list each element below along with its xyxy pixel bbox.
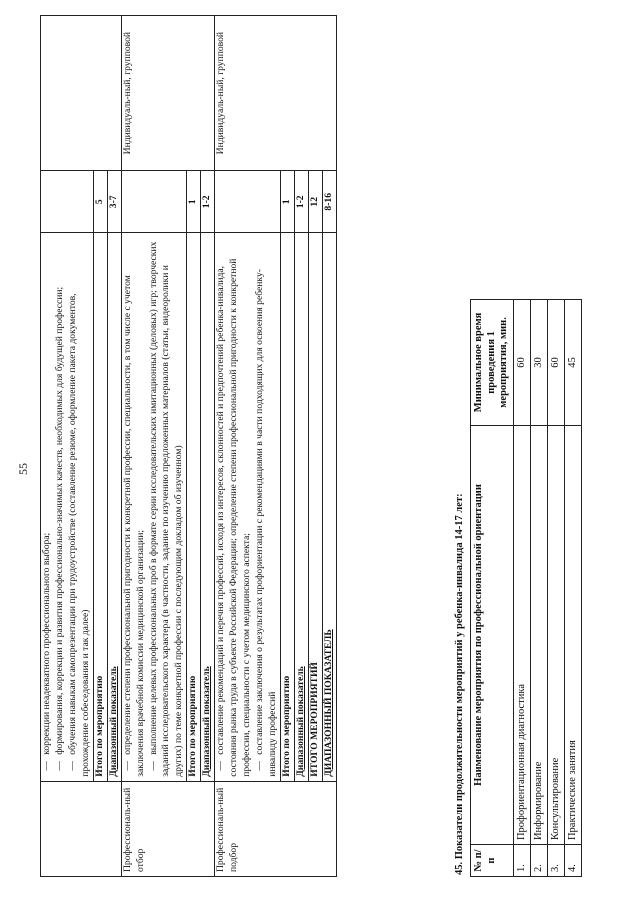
activity-item: составление рекомендаций и перечня профессий, исходя из интересов, склонностей и предпочтений ребенка-инвалида, состояния рынка труда в субъекте Российской Федерации; определение степени профессиональной пригодности к конкретной профессии, специальности с учетом медицинского аспекта;: [215, 258, 253, 777]
range-label: Диапазонный показатель: [294, 233, 308, 781]
activity-item: выполнение целевых профессиональных проб в формате серии исследовательских имитационных (деловых) игр; творческих заданий исследовательского характера (в частности, задание по изучению предложенных материалов (статьи, видеоролики и других) по теме конкретной профессии с последующим докладом об изученном): [147, 241, 185, 777]
column-header: № п/п: [471, 845, 514, 877]
total-value: 5: [93, 171, 107, 233]
total-label: Итого по мероприятию: [280, 233, 294, 781]
page-number: 55: [16, 463, 30, 475]
duration-table: [470, 299, 582, 877]
row-number: 2.: [530, 845, 547, 877]
activities-table: [40, 15, 337, 877]
duration-value: 60: [513, 300, 530, 426]
activity-item: формирования, коррекции и развития профессионально-значимых качеств, необходимых для будущей профессии;: [53, 286, 65, 755]
area-cell: [41, 781, 122, 876]
count-cell: [121, 171, 187, 233]
total-label: Итого по мероприятию: [93, 233, 107, 781]
table-row: [41, 16, 94, 877]
activity-item: коррекции неадекватного профессионального выбора;: [41, 532, 52, 755]
area-cell: Профессиональ-ный отбор: [121, 781, 215, 876]
activity-name: Практические занятия: [565, 425, 582, 844]
table-row: [121, 16, 187, 877]
table-header-row: [471, 300, 514, 877]
activity-name: Профориентационная диагностика: [513, 425, 530, 844]
count-cell: [41, 171, 94, 233]
table-row: [530, 300, 547, 877]
section-title: 45. Показатели продолжительности мероприятий у ребенка-инвалида 14-17 лет:: [454, 493, 465, 875]
range-value: 1-2: [294, 171, 308, 233]
activity-item: определение степени профессиональной пригодности к конкретной профессии, специальности, в том числе с учетом заключения врачебной комиссии медицинской организации;: [121, 275, 146, 777]
grand-range-label: ДИАПАЗОННЫЙ ПОКАЗАТЕЛЬ: [322, 233, 336, 781]
total-label: Итого по мероприятию: [187, 233, 201, 781]
activity-item: обучения навыкам самопрезентации при трудоустройстве (составление резюме, оформление пакета документов, прохождение собеседования и так далее): [66, 293, 91, 777]
activity-text: —составление рекомендаций и перечня профессий, исходя из интересов, склонностей и предпочтений ребенка-инвалида, состояния рынка труда в субъекте Российской Федерации; определение степени профессиональной пригодности к конкретной профессии, специальности с учетом медицинского аспекта; —составление заключения о результатах профориентации с рекомендациями в части подходящих для освоения ребенку-инвалиду профессий: [215, 233, 281, 781]
row-number: 1.: [513, 845, 530, 877]
grand-total-label: ИТОГО МЕРОПРИЯТИЙ: [308, 233, 322, 781]
form-cell: Индивидуаль-ный, групповой: [121, 16, 215, 171]
duration-value: 60: [548, 300, 565, 426]
activity-text: —определение степени профессиональной пригодности к конкретной профессии, специальности, в том числе с учетом заключения врачебной комиссии медицинской организации; —выполнение целевых профессиональных проб в формате серии исследовательских имитационных (деловых) игр; творческих заданий исследовательского характера (в частности, задание по изучению предложенных материалов (статьи, видеоролики и других) по теме конкретной профессии с последующим докладом об изученном): [121, 233, 187, 781]
duration-value: 30: [530, 300, 547, 426]
grand-total-value: 12: [308, 171, 322, 233]
range-value: 3-7: [107, 171, 121, 233]
column-header: Минимальное время проведения 1 мероприятия, мин.: [471, 300, 514, 426]
total-value: 1: [187, 171, 201, 233]
activity-name: Информирование: [530, 425, 547, 844]
table-row: [565, 300, 582, 877]
range-label: Диапазонный показатель: [201, 233, 215, 781]
activity-name: Консультирование: [548, 425, 565, 844]
range-value: 1-2: [201, 171, 215, 233]
row-number: 3.: [548, 845, 565, 877]
grand-range-value: 8-16: [322, 171, 336, 233]
table-row: [215, 16, 281, 877]
table-row: [548, 300, 565, 877]
duration-value: 45: [565, 300, 582, 426]
table-row: [513, 300, 530, 877]
row-number: 4.: [565, 845, 582, 877]
area-cell: Профессиональ-ный подбор: [215, 781, 336, 876]
activity-text: —коррекции неадекватного профессионального выбора; —формирования, коррекции и развития профессионально-значимых качеств, необходимых для будущей профессии; —обучения навыкам самопрезентации при трудоустройстве (составление резюме, оформление пакета документов, прохождение собеседования и так далее): [41, 233, 94, 781]
column-header: Наименование мероприятия по профессиональной ориентации: [471, 425, 514, 844]
total-value: 1: [280, 171, 294, 233]
range-label: Диапазонный показатель: [107, 233, 121, 781]
form-cell: [41, 16, 122, 171]
activity-item: составление заключения о результатах профориентации с рекомендациями в части подходящих для освоения ребенку-инвалиду профессий: [254, 269, 278, 777]
count-cell: [215, 171, 281, 233]
form-cell: Индивидуаль-ный, групповой: [215, 16, 336, 171]
